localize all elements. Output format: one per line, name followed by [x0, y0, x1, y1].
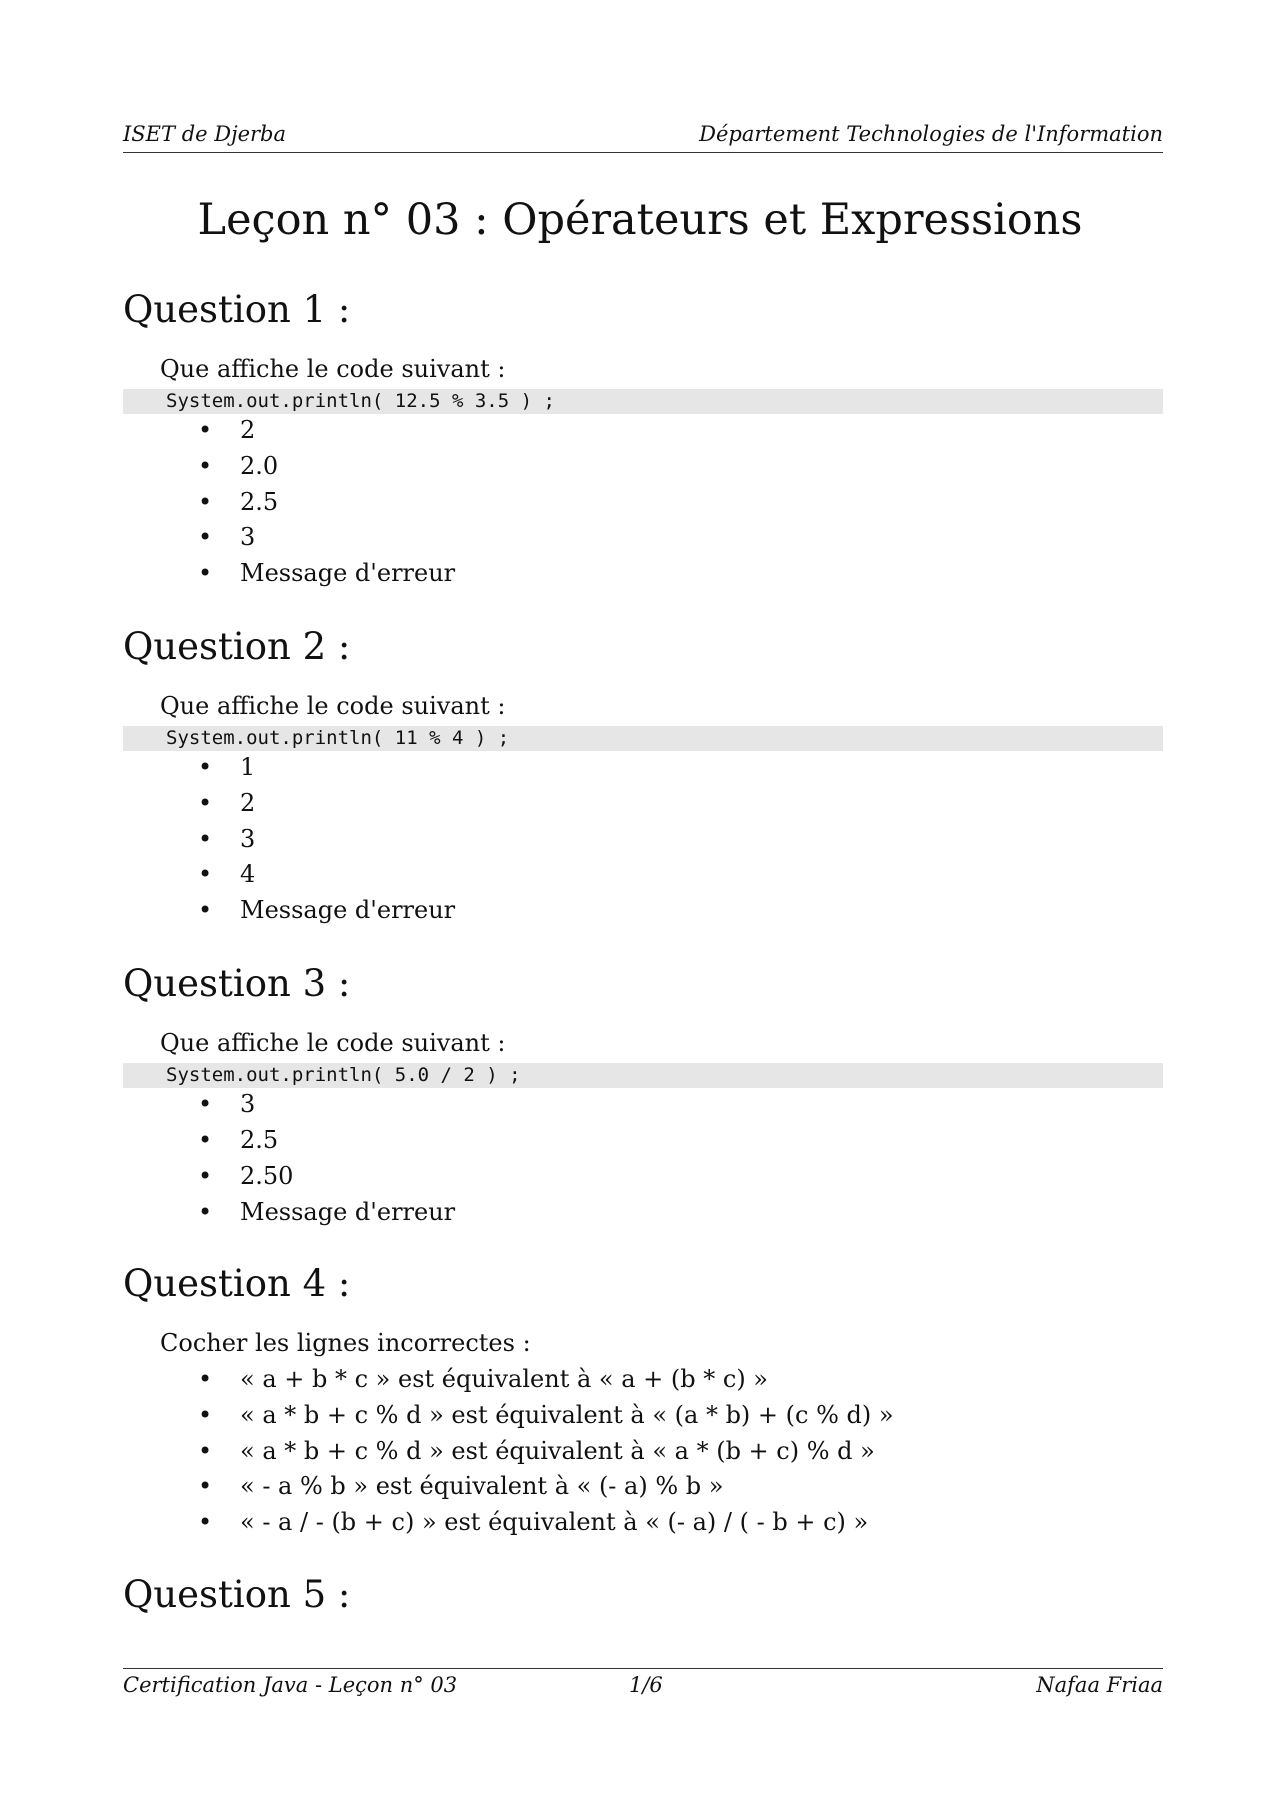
footer-course: Certification Java - Leçon n° 03	[123, 1673, 458, 1697]
option	[0, 487, 900, 517]
footer-page-number: 1/6	[629, 1673, 663, 1697]
question-2-title: Question 2 :	[123, 625, 351, 668]
code-line: System.out.println( 12.5 % 3.5 ) ;	[166, 390, 555, 412]
question-5-title: Question 5 :	[123, 1573, 351, 1616]
option	[0, 1089, 900, 1119]
bullet-icon: •	[198, 523, 213, 551]
question-4-title: Question 4 :	[123, 1262, 351, 1305]
bullet-icon: •	[198, 1126, 213, 1154]
bullet-icon: •	[198, 1472, 213, 1500]
question-1-intro: Que affiche le code suivant :	[160, 355, 506, 383]
bullet-icon: •	[198, 1437, 213, 1465]
bullet-icon: •	[198, 1090, 213, 1118]
option-text: 4	[240, 860, 256, 888]
option-text: Message d'erreur	[240, 896, 456, 924]
footer-author: Nafaa Friaa	[1036, 1673, 1163, 1697]
bullet-icon: •	[198, 789, 213, 817]
option-text: 1	[240, 753, 256, 781]
bullet-icon: •	[198, 1162, 213, 1190]
option-text: « a * b + c % d » est équivalent à « a * (b + c) % d »	[240, 1437, 875, 1465]
option	[0, 1197, 900, 1227]
option	[0, 1471, 900, 1501]
option-text: 3	[240, 825, 256, 853]
option	[0, 1400, 900, 1430]
option-text: « a * b + c % d » est équivalent à « (a * b) + (c % d) »	[240, 1401, 894, 1429]
page-header	[123, 120, 1163, 153]
option	[0, 522, 900, 552]
question-1-code	[123, 389, 1163, 414]
option-text: Message d'erreur	[240, 559, 456, 587]
bullet-icon: •	[198, 488, 213, 516]
bullet-icon: •	[198, 860, 213, 888]
code-line: System.out.println( 5.0 / 2 ) ;	[166, 1064, 521, 1086]
option	[0, 451, 900, 481]
header-institution: ISET de Djerba	[123, 122, 287, 146]
option-text: 2.50	[240, 1162, 294, 1190]
question-2-code	[123, 726, 1163, 751]
option	[0, 824, 900, 854]
question-2-intro: Que affiche le code suivant :	[160, 692, 506, 720]
question-4-intro: Cocher les lignes incorrectes :	[160, 1329, 531, 1357]
bullet-icon: •	[198, 452, 213, 480]
option	[0, 1364, 900, 1394]
bullet-icon: •	[198, 896, 213, 924]
bullet-icon: •	[198, 1365, 213, 1393]
option-text: 2	[240, 416, 256, 444]
page-footer	[123, 1668, 1163, 1703]
option-text: 2.5	[240, 488, 279, 516]
option-text: « a + b * c » est équivalent à « a + (b * c) »	[240, 1365, 768, 1393]
option	[0, 558, 900, 588]
option	[0, 788, 900, 818]
option	[0, 1161, 900, 1191]
option-text: 2.0	[240, 452, 279, 480]
bullet-icon: •	[198, 1198, 213, 1226]
option	[0, 752, 900, 782]
bullet-icon: •	[198, 753, 213, 781]
bullet-icon: •	[198, 1508, 213, 1536]
question-3-code	[123, 1063, 1163, 1088]
option-text: 2	[240, 789, 256, 817]
option-text: Message d'erreur	[240, 1198, 456, 1226]
option-text: 3	[240, 523, 256, 551]
option	[0, 1125, 900, 1155]
header-department: Département Technologies de l'Information	[699, 122, 1163, 146]
option-text: « - a / - (b + c) » est équivalent à « (- a) / ( - b + c) »	[240, 1508, 869, 1536]
option	[0, 859, 900, 889]
option	[0, 415, 900, 445]
code-line: System.out.println( 11 % 4 ) ;	[166, 727, 510, 749]
bullet-icon: •	[198, 559, 213, 587]
bullet-icon: •	[198, 825, 213, 853]
bullet-icon: •	[198, 416, 213, 444]
option	[0, 1507, 900, 1537]
option	[0, 1436, 900, 1466]
option-text: 3	[240, 1090, 256, 1118]
question-1-title: Question 1 :	[123, 288, 351, 331]
bullet-icon: •	[198, 1401, 213, 1429]
question-3-intro: Que affiche le code suivant :	[160, 1029, 506, 1057]
option-text: « - a % b » est équivalent à « (- a) % b »	[240, 1472, 724, 1500]
question-3-title: Question 3 :	[123, 962, 351, 1005]
page-title: Leçon n° 03 : Opérateurs et Expressions	[197, 195, 1083, 245]
option-text: 2.5	[240, 1126, 279, 1154]
option	[0, 895, 900, 925]
